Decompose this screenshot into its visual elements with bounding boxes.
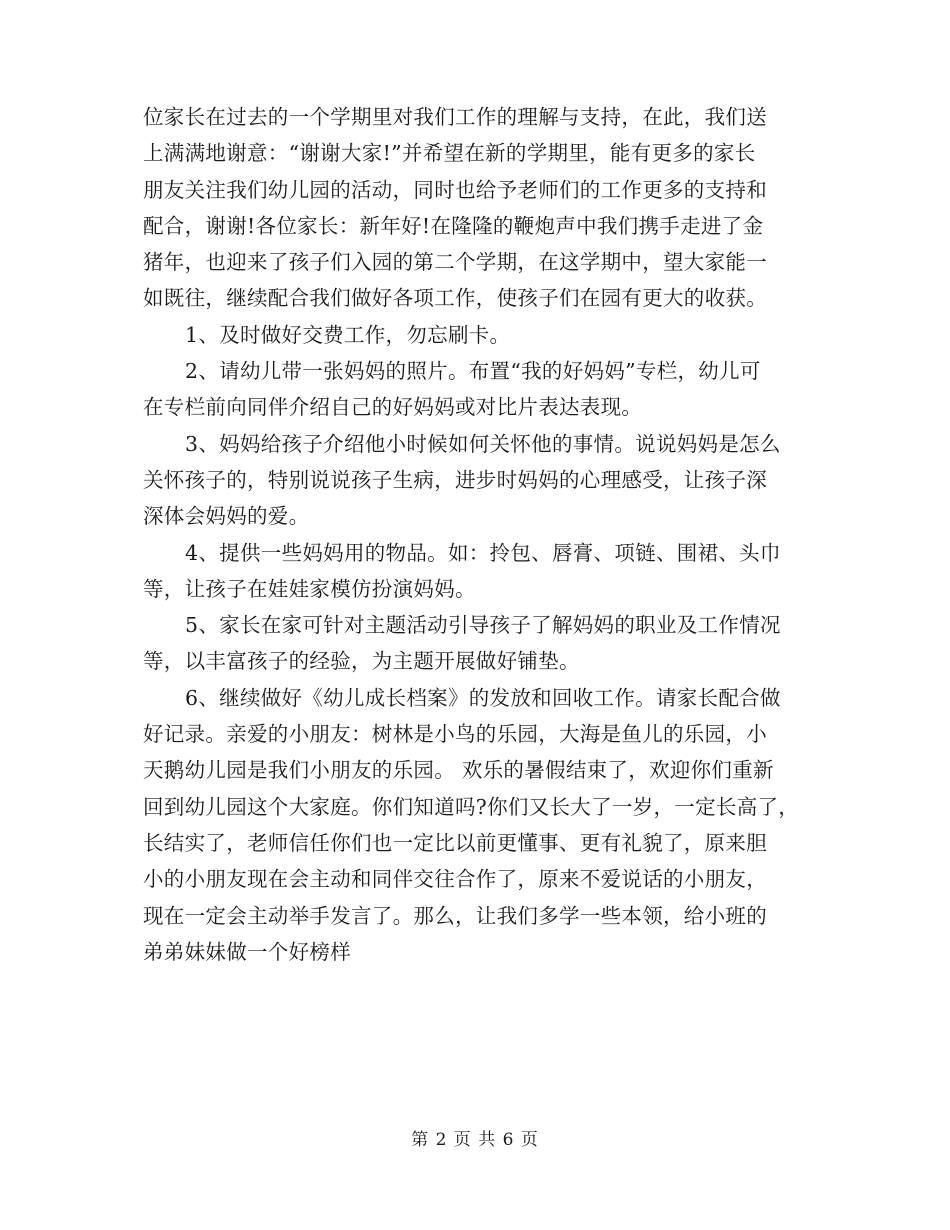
text-line: 小的小朋友现在会主动和同伴交往合作了，原来不爱说话的小朋友， [143,867,767,892]
document-body [143,99,803,970]
text-line: 长结实了，老师信任你们也一定比以前更懂事、更有礼貌了，原来胆 [143,830,767,855]
text-line: 等，让孩子在娃娃家模仿扮演妈妈。 [143,576,476,601]
text-line: 现在一定会主动举手发言了。那么，让我们多学一些本领，给小班的 [143,903,767,928]
text-line: 上满满地谢意：“谢谢大家!”并希望在新的学期里，能有更多的家长 [143,141,756,166]
text-line: 4、提供一些妈妈用的物品。如：拎包、唇膏、项链、围裙、头巾 [185,540,781,565]
text-line: 在专栏前向同伴介绍自己的好妈妈或对比片表达表现。 [143,395,643,420]
text-line: 5、家长在家可针对主题活动引导孩子了解妈妈的职业及工作情况 [185,613,781,638]
text-line: 配合，谢谢!各位家长：新年好!在隆隆的鞭炮声中我们携手走进了金 [143,213,764,238]
text-line: 如既往，继续配合我们做好各项工作，使孩子们在园有更大的收获。 [143,286,767,311]
text-line: 回到幼儿园这个大家庭。你们知道吗?你们又长大了一岁，一定长高了， [143,794,800,819]
text-line: 猪年，也迎来了孩子们入园的第二个学期，在这学期中，望大家能一 [143,250,767,275]
text-line: 深体会妈妈的爱。 [143,504,310,529]
text-line: 3、妈妈给孩子介绍他小时候如何关怀他的事情。说说妈妈是怎么 [185,431,781,456]
text-line: 天鹅幼儿园是我们小朋友的乐园。 欢乐的暑假结束了，欢迎你们重新 [143,758,774,783]
text-line: 好记录。亲爱的小朋友：树林是小鸟的乐园，大海是鱼儿的乐园，小 [143,722,767,747]
text-line: 弟弟妹妹做一个好榜样 [143,939,351,964]
text-line: 2、请幼儿带一张妈妈的照片。布置“我的好妈妈”专栏，幼儿可 [185,359,761,384]
text-line: 1、及时做好交费工作，勿忘刷卡。 [185,322,511,347]
text-line: 位家长在过去的一个学期里对我们工作的理解与支持，在此，我们送 [143,105,767,129]
text-line: 关怀孩子的，特别说说孩子生病，进步时妈妈的心理感受，让孩子深 [143,467,767,492]
text-line: 6、继续做好《幼儿成长档案》的发放和回收工作。请家长配合做 [185,685,781,710]
page-number-footer: 第 2 页 共 6 页 [411,1130,539,1150]
text-line: 朋友关注我们幼儿园的活动，同时也给予老师们的工作更多的支持和 [143,177,767,202]
text-line: 等，以丰富孩子的经验，为主题开展做好铺垫。 [143,649,580,674]
